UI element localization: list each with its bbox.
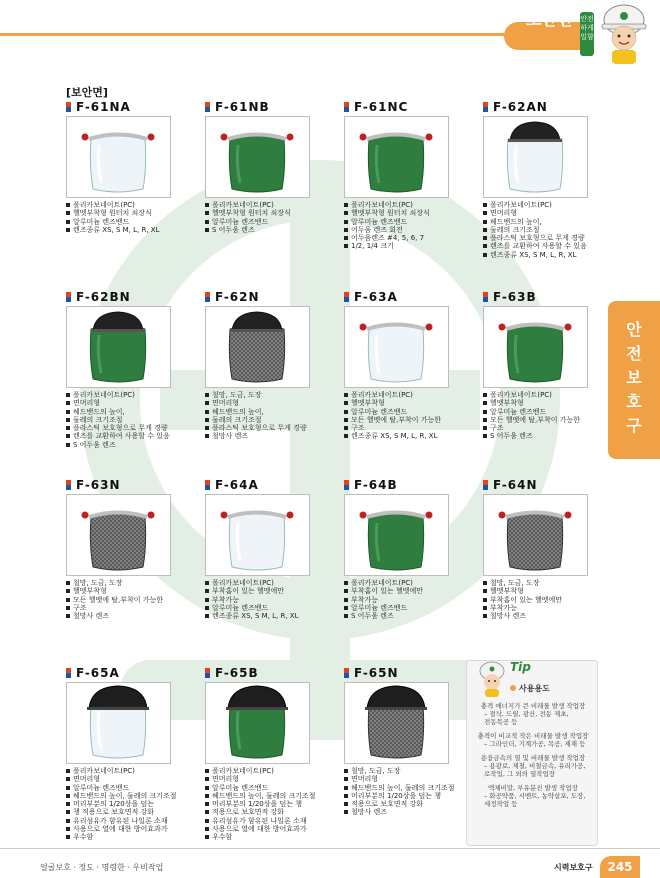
code-marker-icon <box>66 102 71 112</box>
code-marker-icon <box>205 102 210 112</box>
feature-item: 철망, 도금, 도장 <box>66 579 198 587</box>
feature-list <box>66 391 198 449</box>
product-code: F-64A <box>205 478 259 492</box>
page-number: 245 <box>600 856 640 878</box>
feature-item: 폴리카보네이트(PC) <box>344 579 476 587</box>
mascot-icon <box>598 2 650 66</box>
feature-item: 철망, 도금, 도장 <box>483 579 615 587</box>
feature-item: 알루미늄 렌즈밴드 <box>344 408 476 416</box>
feature-item: 알루미늄 렌즈밴드 <box>205 218 337 226</box>
tip-label: Tip <box>510 660 531 674</box>
feature-item: 폴리카보네이트(PC) <box>205 767 337 775</box>
feature-item: 부착가능 <box>483 604 615 612</box>
feature-item: 플라스틱 보호형으로 무게 경량 <box>205 424 337 432</box>
feature-item: 헬멧부착형 <box>483 399 615 407</box>
code-marker-icon <box>66 292 71 302</box>
feature-item: 알루미늄 렌즈밴드 <box>66 218 198 226</box>
face-shield-illustration <box>206 117 309 197</box>
feature-item: 렌즈종류 XS, S M, L, R, XL <box>66 226 198 234</box>
clamp-knob <box>221 512 228 519</box>
product-image <box>66 306 171 388</box>
feature-item: 헤드밴드의 높이, 둘레의 크기조절 <box>344 784 476 792</box>
product-image <box>205 116 310 198</box>
safety-stamp: 안전 하게 일함 <box>580 12 594 56</box>
face-shield-illustration <box>206 307 309 387</box>
feature-item: 1/2, 1/4 크기 <box>344 242 476 250</box>
tip-heading: 사용용도 <box>510 683 550 694</box>
face-shield-illustration <box>484 307 587 387</box>
feature-list <box>205 201 337 234</box>
tip-sub-text: – 용광로, 제철, 비철금속, 유리가공, <box>484 762 586 770</box>
product-code: F-61NC <box>344 100 408 114</box>
feature-item: 면머리형 <box>344 775 476 783</box>
face-shield-illustration <box>206 495 309 575</box>
code-marker-icon <box>205 668 210 678</box>
feature-item: 유리섬유가 함유된 나일론 소재 <box>66 817 198 825</box>
visor-shape <box>90 514 145 570</box>
feature-list <box>66 767 198 842</box>
feature-item: 적용으로 보호면적 강화 <box>205 808 337 816</box>
clamp-knob <box>360 324 367 331</box>
feature-item: 어두움 렌즈 회전 <box>344 226 476 234</box>
code-marker-icon <box>344 292 349 302</box>
tip-sub-text: 로작업, 그 외의 열작업장 <box>484 770 556 778</box>
feature-item: S 어두움 렌즈 <box>66 441 198 449</box>
product-image <box>205 306 310 388</box>
product-image <box>483 306 588 388</box>
tip-sub-text: – 화공약품, 시멘트, 농약살포, 도장, <box>484 792 586 800</box>
headgear-crown <box>232 312 282 331</box>
clamp-knob <box>360 134 367 141</box>
feature-item: 철망사 렌즈 <box>205 432 337 440</box>
feature-item: 알루미늄 렌즈밴드 <box>344 218 476 226</box>
feature-item: 알루미늄 렌즈밴드 <box>205 784 337 792</box>
feature-list <box>205 767 337 842</box>
clamp-knob <box>426 512 433 519</box>
feature-list <box>483 201 615 259</box>
feature-item: 구조 <box>66 604 198 612</box>
feature-item: 구조 <box>344 424 476 432</box>
footer-categories: 얼굴보호 · 정도 · 명령한 · 우비작업 <box>40 863 164 872</box>
clamp-knob <box>82 512 89 519</box>
feature-item: 부착가능 <box>344 596 476 604</box>
feature-item: 렌즈를 교환하여 사용할 수 있음 <box>66 432 198 440</box>
feature-item: 플라스틱 보호형으로 무게 경량 <box>483 234 615 242</box>
tip-mascot-icon <box>476 660 508 698</box>
footer-rule <box>0 848 660 849</box>
feature-item: 철망사 렌즈 <box>66 612 198 620</box>
product-image <box>205 494 310 576</box>
tip-group <box>470 784 596 808</box>
face-shield-illustration <box>484 495 587 575</box>
product-code: F-62BN <box>66 290 131 304</box>
visor-shape <box>507 514 562 570</box>
feature-item: 알루미늄 렌즈밴드 <box>344 604 476 612</box>
feature-item: 폴리카보네이트(PC) <box>205 579 337 587</box>
headgear-dome <box>367 686 425 709</box>
face-shield-illustration <box>67 307 170 387</box>
tip-main-text: 충격이 비교적 작은 비래물 발생 작업장 <box>477 732 589 740</box>
headgear-crown <box>93 312 143 331</box>
code-marker-icon <box>344 668 349 678</box>
feature-item: 렌즈종류 XS, S M, L, R, XL <box>205 612 337 620</box>
headgear-dome <box>228 686 286 709</box>
feature-item: 부착홈이 있는 헬멧에만 <box>344 587 476 595</box>
feature-item: 알루미늄 렌즈밴드 <box>483 408 615 416</box>
product-image <box>205 682 310 764</box>
face-shield-illustration <box>67 495 170 575</box>
clamp-knob <box>148 512 155 519</box>
clamp-knob <box>565 512 572 519</box>
clamp-knob <box>565 324 572 331</box>
code-marker-icon <box>66 480 71 490</box>
feature-list <box>344 391 476 441</box>
feature-item: 어두움렌즈 #4, 5, 6, 7 <box>344 234 476 242</box>
feature-item: 면머리형 <box>483 209 615 217</box>
feature-item: 헤드밴드의 높이, 둘레의 크기조절 <box>66 792 198 800</box>
feature-list <box>344 767 476 817</box>
tip-group <box>470 732 596 748</box>
feature-item: 머리부분의 1/20상을 덮는 챙 <box>344 792 476 800</box>
feature-item: 렌즈종류 XS, S M, L, R, XL <box>483 251 615 259</box>
feature-item: 폴리카보네이트(PC) <box>344 391 476 399</box>
product-code: F-65A <box>66 666 120 680</box>
feature-item: 구조 <box>483 424 615 432</box>
face-shield-illustration <box>345 117 448 197</box>
feature-item: 머리부분의 1/20상을 덮는 <box>66 800 198 808</box>
product-image <box>66 116 171 198</box>
headgear-dome <box>89 686 147 709</box>
feature-item: 헬멧부착형 <box>66 587 198 595</box>
feature-item: 우수함 <box>205 833 337 841</box>
clamp-knob <box>426 324 433 331</box>
face-shield-illustration <box>206 683 309 763</box>
face-shield-illustration <box>345 495 448 575</box>
product-code: F-62N <box>205 290 260 304</box>
code-marker-icon <box>344 102 349 112</box>
feature-list <box>483 579 615 620</box>
feature-item: 헬멧부착형 원터치 쇠장식 <box>344 209 476 217</box>
clamp-knob <box>82 134 89 141</box>
feature-item: 플라스틱 보호형으로 무게 경량 <box>66 424 198 432</box>
product-code: F-65B <box>205 666 259 680</box>
code-marker-icon <box>483 102 488 112</box>
product-code: F-64B <box>344 478 398 492</box>
product-code: F-63N <box>66 478 121 492</box>
feature-item: 적용으로 보호면적 강화 <box>344 800 476 808</box>
code-marker-icon <box>205 292 210 302</box>
tip-group <box>470 702 596 726</box>
visor-shape <box>368 702 423 758</box>
feature-item: 철망, 도금, 도장 <box>205 391 337 399</box>
product-code: F-62AN <box>483 100 548 114</box>
clamp-knob <box>221 134 228 141</box>
product-code: F-64N <box>483 478 538 492</box>
section-label: [보안면] <box>66 86 108 99</box>
feature-item: 면머리형 <box>66 399 198 407</box>
feature-item: 철망사 렌즈 <box>344 808 476 816</box>
product-code: F-61NB <box>205 100 270 114</box>
clamp-knob <box>360 512 367 519</box>
tip-sub-text: 전동목공 등 <box>484 718 518 726</box>
clamp-knob <box>426 134 433 141</box>
product-image <box>344 306 449 388</box>
tip-group <box>470 754 596 778</box>
product-code: F-65N <box>344 666 399 680</box>
face-shield-illustration <box>345 307 448 387</box>
face-shield-illustration <box>484 117 587 197</box>
feature-list <box>205 579 337 620</box>
feature-item: 알루미늄 렌즈밴드 <box>66 784 198 792</box>
feature-list <box>66 579 198 620</box>
feature-item: 렌즈를 교환하여 사용할 수 있음 <box>483 242 615 250</box>
feature-item: 모든 헬멧에 탈,부착이 가능한 <box>483 416 615 424</box>
tip-groups <box>470 702 596 814</box>
feature-item: 폴리카보네이트(PC) <box>483 391 615 399</box>
product-code: F-61NA <box>66 100 131 114</box>
clamp-knob <box>287 134 294 141</box>
face-shield-illustration <box>345 683 448 763</box>
feature-item: 둘레의 크기조절 <box>66 416 198 424</box>
feature-item: 부착홈이 있는 헬멧에만 <box>483 596 615 604</box>
feature-item: 챙 적용으로 보호면적 강화 <box>66 808 198 816</box>
clamp-knob <box>499 512 506 519</box>
code-marker-icon <box>344 480 349 490</box>
feature-item: 폴리카보네이트(PC) <box>66 391 198 399</box>
code-marker-icon <box>205 480 210 490</box>
feature-item: 렌즈종류 XS, S M, L, R, XL <box>344 432 476 440</box>
feature-list <box>483 391 615 441</box>
face-shield-illustration <box>67 117 170 197</box>
feature-item: 헤드밴드의 높이, 둘레의 크기조절 <box>205 792 337 800</box>
feature-item: 면머리형 <box>66 775 198 783</box>
page-title: 보안면 <box>525 10 573 29</box>
tip-main-text: 액체비말, 부유분진 발생 작업장 <box>488 784 578 792</box>
product-image <box>66 494 171 576</box>
feature-item: S 어두움 렌즈 <box>344 612 476 620</box>
feature-item: S 어두움 렌즈 <box>205 226 337 234</box>
feature-item: 헬멧부착형 원터치 쇠장식 <box>66 209 198 217</box>
feature-item: 부착홈이 있는 헬멧에만 <box>205 587 337 595</box>
tip-sub-text: – 절삭, 드릴, 광산, 전동 제초, <box>484 710 569 718</box>
clamp-knob <box>287 512 294 519</box>
headgear-crown <box>510 122 560 141</box>
feature-item: 헤드밴드의 높이, <box>483 218 615 226</box>
code-marker-icon <box>483 480 488 490</box>
product-image <box>66 682 171 764</box>
feature-item: 헬멧부착형 <box>483 587 615 595</box>
feature-item: 모든 헬멧에 탈,부착이 가능한 <box>344 416 476 424</box>
feature-item: 둘레의 크기조절 <box>483 226 615 234</box>
feature-item: 헬멧부착형 <box>344 399 476 407</box>
feature-item: 부착가능 <box>205 596 337 604</box>
feature-item: 머리부분의 1/20상을 덮는 챙 <box>205 800 337 808</box>
tip-sub-text: – 그라인더, 기계가공, 목공, 제재 등 <box>484 740 586 748</box>
feature-item: 폴리카보네이트(PC) <box>483 201 615 209</box>
product-image <box>344 494 449 576</box>
tip-main-text: 용융금속의 열 및 비래물 발생 작업장 <box>480 754 586 762</box>
product-code: F-63B <box>483 290 537 304</box>
feature-list <box>344 579 476 620</box>
tip-sub-text: 세정작업 등 <box>484 800 518 808</box>
product-code: F-63A <box>344 290 398 304</box>
tip-main-text: 충격 에너지가 큰 비래물 발생 작업장 <box>480 702 586 710</box>
product-image <box>344 116 449 198</box>
footer-section-name: 시력보호구 <box>554 863 593 872</box>
code-marker-icon <box>66 668 71 678</box>
feature-item: 폴리카보네이트(PC) <box>66 201 198 209</box>
clamp-knob <box>148 134 155 141</box>
clamp-knob <box>499 324 506 331</box>
feature-item: 면머리형 <box>205 775 337 783</box>
feature-item: 모든 헬멧에 탈,부착이 가능한 <box>66 596 198 604</box>
header-rule <box>0 33 550 36</box>
side-tab-label: 안 전 보 호 구 <box>626 320 642 435</box>
feature-item: 폴리카보네이트(PC) <box>344 201 476 209</box>
feature-item: 폴리카보네이트(PC) <box>66 767 198 775</box>
feature-item: 헤드밴드의 높이, <box>66 408 198 416</box>
feature-item: 헬멧부착형 원터치 쇠장식 <box>205 209 337 217</box>
feature-list <box>66 201 198 234</box>
feature-item: 철망사 렌즈 <box>483 612 615 620</box>
feature-item: 사용으로 열에 대한 방어효과가 <box>205 825 337 833</box>
feature-item: 폴리카보네이트(PC) <box>205 201 337 209</box>
code-marker-icon <box>483 292 488 302</box>
face-shield-illustration <box>67 683 170 763</box>
feature-list <box>205 391 337 441</box>
product-image <box>483 494 588 576</box>
feature-item: 알루미늄 렌즈밴드 <box>205 604 337 612</box>
visor-shape <box>229 326 284 382</box>
feature-list <box>344 201 476 251</box>
product-image <box>483 116 588 198</box>
feature-item: 철망, 도금, 도장 <box>344 767 476 775</box>
feature-item: 사용으로 열에 대한 방어효과가 <box>66 825 198 833</box>
feature-item: 헤드밴드의 높이, <box>205 408 337 416</box>
feature-item: 면머리형 <box>205 399 337 407</box>
feature-item: 우수함 <box>66 833 198 841</box>
feature-item: 둘레의 크기조절 <box>205 416 337 424</box>
product-image <box>344 682 449 764</box>
feature-item: 유리섬유가 함유된 나일론 소재 <box>205 817 337 825</box>
feature-item: S 어두움 렌즈 <box>483 432 615 440</box>
